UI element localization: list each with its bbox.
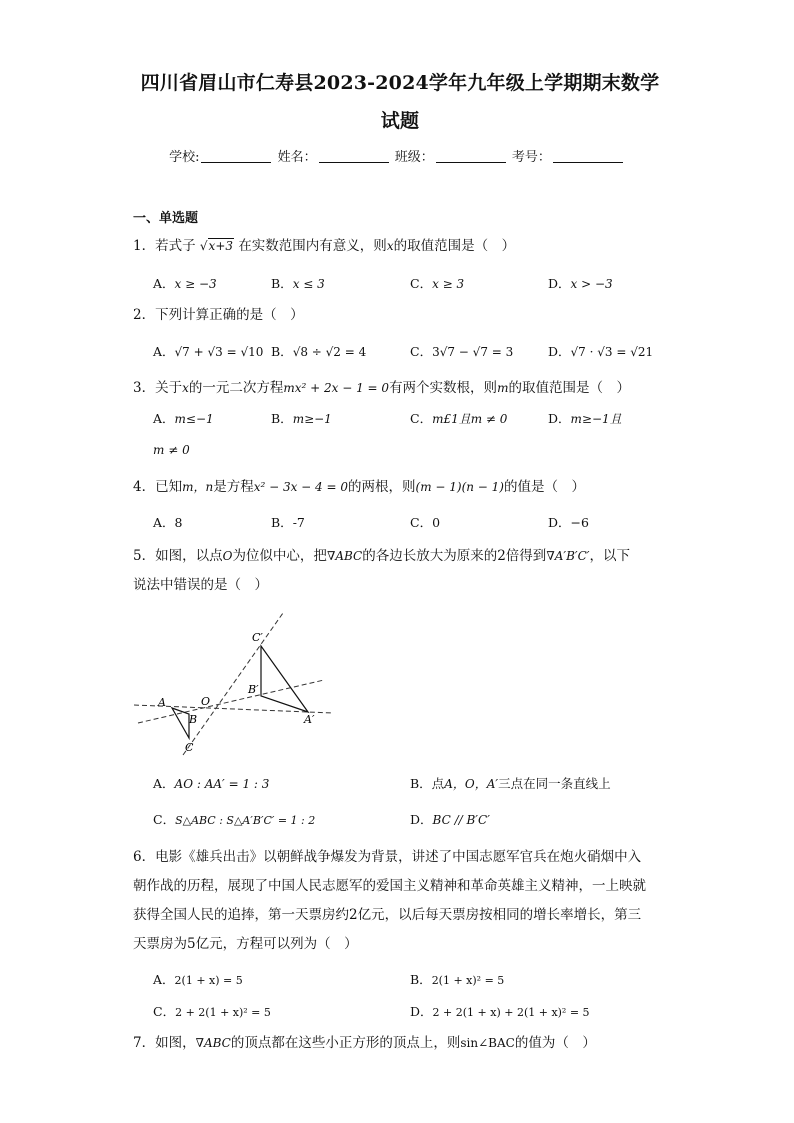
q1-option-c[interactable]: C．x ≥ 3 — [410, 276, 465, 291]
triangle-a-prime-b-prime-c-prime — [261, 646, 308, 712]
q3-option-b[interactable]: B．m≥−1 — [271, 411, 332, 426]
q5-option-c[interactable]: C．S△ABC : S△A′B′C′ = 1 : 2 — [153, 812, 316, 827]
question-4: 4．已知m，n是方程x² − 3x − 4 = 0的两根，则(m − 1)(n − 1)的值是（ ） — [133, 479, 585, 495]
q1-post: 在实数范围内有意义，则 — [238, 238, 387, 254]
exam-title — [130, 64, 670, 140]
triangle-abc — [172, 708, 189, 738]
q4-option-d[interactable]: D．−6 — [548, 515, 589, 530]
section-title: 一、单选题 — [133, 211, 199, 226]
ray-c-c-prime — [183, 613, 283, 755]
q1-sqrt-expr: √x+3 — [199, 239, 234, 253]
question-7: 7．如图，∇ABC的顶点都在这些小正方形的顶点上，则sin∠BAC的值为（ ） — [133, 1035, 596, 1051]
title-line-1: 四川省眉山市仁寿县2023-2024学年九年级上学期期末数学 — [140, 72, 660, 94]
label-a: A — [158, 696, 166, 709]
question-2: 2．下列计算正确的是（ ） — [133, 307, 304, 323]
q1-option-d[interactable]: D．x > −3 — [548, 276, 613, 291]
q4-equation: x² − 3x − 4 = 0 — [253, 480, 349, 494]
q3-option-d-continued: m ≠ 0 — [153, 443, 190, 457]
class-blank[interactable] — [436, 150, 506, 163]
q1-var: x — [386, 239, 394, 253]
exam-no-label: 考号： — [511, 150, 551, 165]
label-c-prime: C′ — [252, 631, 263, 644]
q3-option-d[interactable]: D．m≥−1且 — [548, 411, 622, 426]
label-b: B — [189, 713, 198, 726]
school-label: 学校: — [169, 150, 200, 165]
q4-option-a[interactable]: A．8 — [153, 515, 183, 530]
q6-line-4: 天票房为5亿元，方程可以列为（ ） — [133, 936, 358, 952]
school-blank[interactable] — [201, 150, 271, 163]
q1-option-a[interactable]: A．x ≥ −3 — [153, 276, 217, 291]
q4-expression: (m − 1)(n − 1) — [415, 480, 504, 494]
q7-expression: sin∠BAC — [460, 1036, 515, 1050]
q5-homothety-figure — [128, 605, 348, 760]
q4-option-b[interactable]: B．-7 — [271, 515, 305, 530]
q1-pre: 1．若式子 — [133, 238, 196, 254]
label-b-prime: B′ — [248, 683, 259, 696]
class-label: 班级： — [394, 150, 434, 165]
q6-option-c[interactable]: C．2 + 2(1 + x)² = 5 — [153, 1004, 271, 1019]
q5-option-b[interactable]: B．点A，O，A′三点在同一条直线上 — [410, 776, 611, 791]
q6-option-b[interactable]: B．2(1 + x)² = 5 — [410, 972, 505, 987]
q5-option-a[interactable]: A．AO : AA′ = 1 : 3 — [153, 776, 270, 791]
label-c: C — [185, 741, 194, 754]
name-blank[interactable] — [319, 150, 389, 163]
q3-option-c[interactable]: C．m£1且m ≠ 0 — [410, 411, 508, 426]
q3-option-a[interactable]: A．m≤−1 — [153, 411, 214, 426]
q1-post2: 的取值范围是（ ） — [393, 238, 516, 254]
q6-line-3: 获得全国人民的追捧，第一天票房约2亿元，以后每天票房按相同的增长率增长，第三 — [133, 907, 642, 923]
question-5 — [133, 542, 673, 600]
name-label: 姓名： — [277, 150, 317, 165]
q4-option-c[interactable]: C．0 — [410, 515, 441, 530]
label-a-prime: A′ — [304, 713, 315, 726]
question-1 — [133, 232, 673, 261]
q5-line-2: 说法中错误的是（ ） — [133, 577, 268, 593]
student-info-row — [0, 146, 794, 165]
q3-equation: mx² + 2x − 1 = 0 — [283, 381, 390, 395]
q5-line-1: 5．如图，以点O为位似中心，把∇ABC的各边长放大为原来的2倍得到∇A′B′C′，以下 — [133, 548, 631, 564]
q1-radicand: x+3 — [208, 239, 234, 253]
q6-option-a[interactable]: A．2(1 + x) = 5 — [153, 972, 243, 987]
exam-no-blank[interactable] — [553, 150, 623, 163]
q2-option-a[interactable]: A．√7 + √3 = √10 — [153, 344, 264, 359]
title-line-2: 试题 — [380, 110, 420, 132]
q6-line-2: 朝作战的历程，展现了中国人民志愿军的爱国主义精神和革命英雄主义精神，一上映就 — [133, 878, 646, 894]
q2-option-c[interactable]: C．3√7 − √7 = 3 — [410, 344, 514, 359]
q2-option-d[interactable]: D．√7 · √3 = √21 — [548, 344, 654, 359]
q1-option-b[interactable]: B．x ≤ 3 — [271, 276, 325, 291]
label-o: O — [201, 695, 211, 708]
q2-option-b[interactable]: B．√8 ÷ √2 = 4 — [271, 344, 367, 359]
q5-option-d[interactable]: D．BC // B′C′ — [410, 812, 490, 827]
q6-line-1: 6．电影《雄兵出击》以朝鲜战争爆发为背景，讲述了中国志愿军官兵在炮火硝烟中入 — [133, 849, 642, 865]
q6-option-d[interactable]: D．2 + 2(1 + x) + 2(1 + x)² = 5 — [410, 1004, 590, 1019]
question-3: 3．关于x的一元二次方程mx² + 2x − 1 = 0有两个实数根，则m的取值范围是（ ） — [133, 380, 630, 396]
question-6 — [133, 843, 673, 959]
